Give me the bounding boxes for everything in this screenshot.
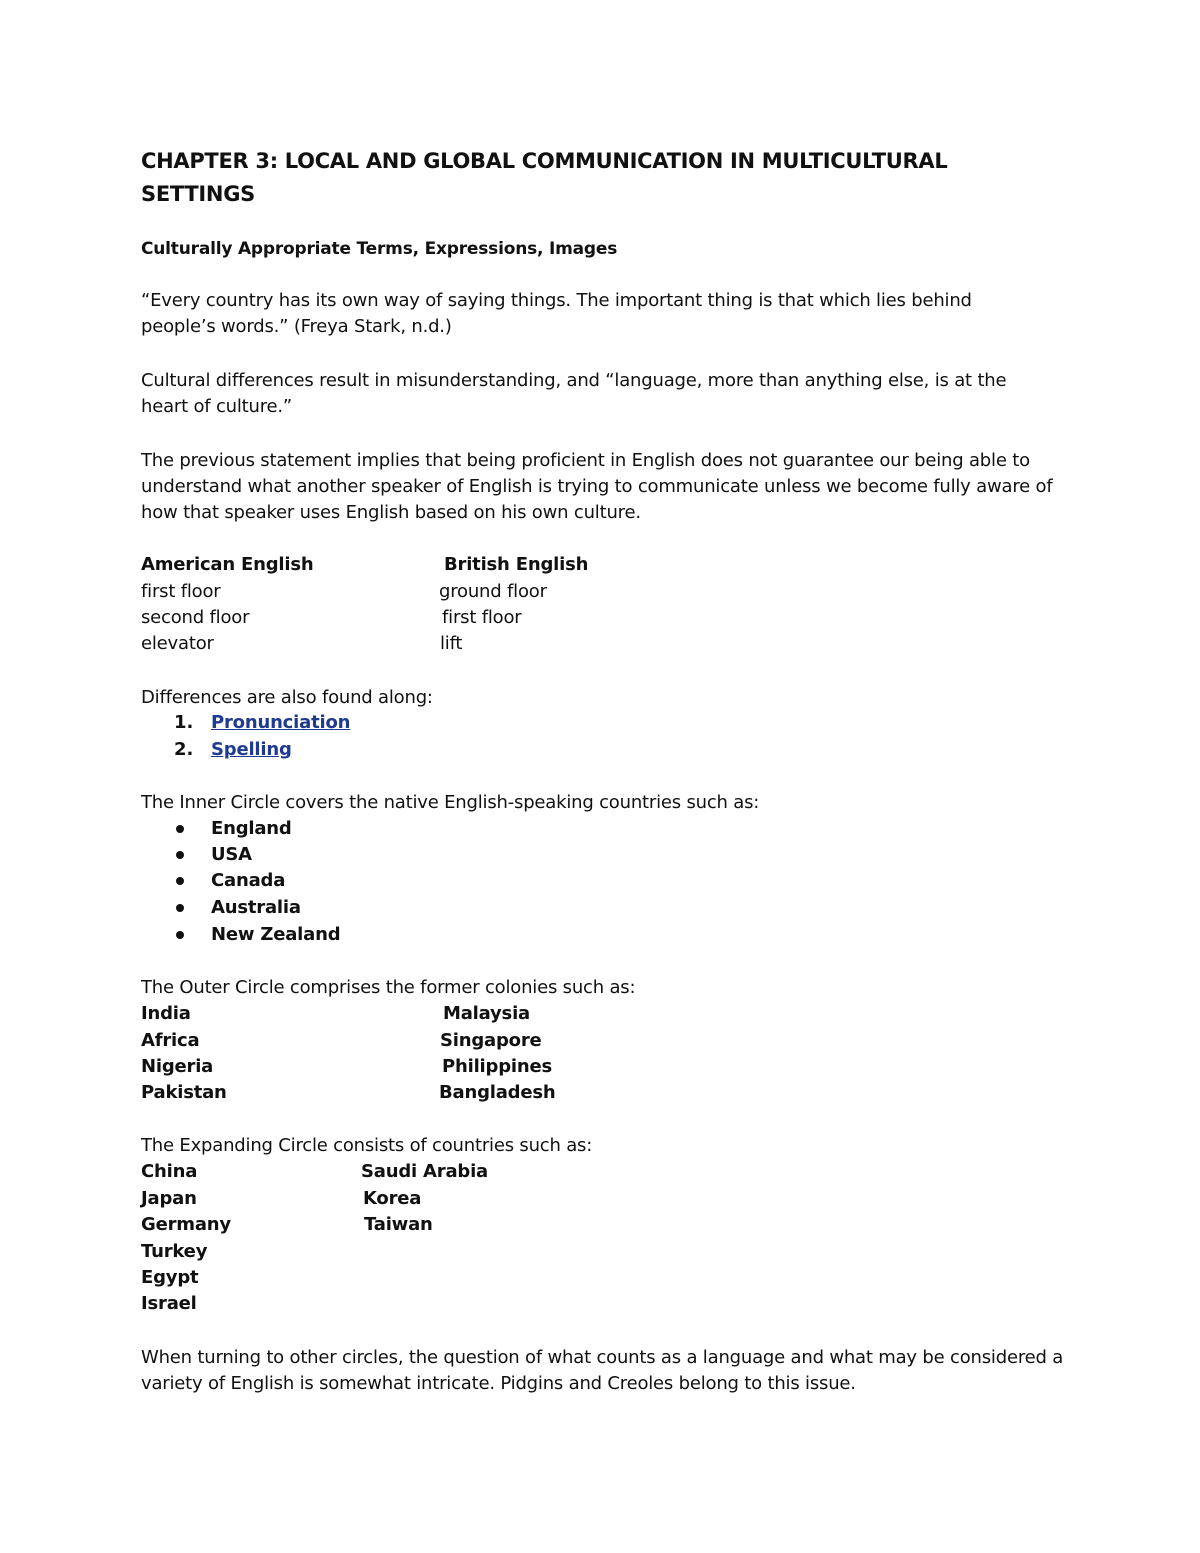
expanding-country-left-6: Israel [141, 1293, 197, 1314]
section-subtitle: Culturally Appropriate Terms, Expressions, Images [141, 239, 618, 259]
inner-country-3: Canada [211, 870, 286, 891]
bullet-icon [176, 851, 184, 859]
cultural-para-line-2: heart of culture.” [141, 396, 293, 417]
comparison-american-3: elevator [141, 633, 214, 654]
inner-country-4: Australia [211, 897, 301, 918]
comparison-american-1: first floor [141, 581, 221, 602]
comparison-british-3: lift [440, 633, 463, 654]
bullet-icon [176, 904, 184, 912]
expanding-country-right-2: Korea [363, 1188, 422, 1209]
outer-country-left-2: Africa [141, 1030, 200, 1051]
expanding-country-left-2: Japan [141, 1188, 197, 1209]
outer-circle-intro: The Outer Circle comprises the former colonies such as: [141, 977, 636, 998]
inner-country-5: New Zealand [211, 924, 341, 945]
outer-country-right-1: Malaysia [443, 1003, 530, 1024]
expanding-circle-intro: The Expanding Circle consists of countries such as: [141, 1135, 593, 1156]
previous-para-line-3: how that speaker uses English based on his own culture. [141, 502, 641, 523]
outer-country-left-4: Pakistan [141, 1082, 227, 1103]
comparison-header-british: British English [444, 554, 589, 575]
closing-para-line-1: When turning to other circles, the question of what counts as a language and what may be considered a [141, 1347, 1064, 1368]
expanding-country-left-5: Egypt [141, 1267, 199, 1288]
expanding-country-right-1: Saudi Arabia [361, 1161, 489, 1182]
pronunciation-link[interactable]: Pronunciation [211, 712, 351, 733]
previous-para-line-2: understand what another speaker of English is trying to communicate unless we become fully aware of [141, 476, 1053, 497]
cultural-para-line-1: Cultural differences result in misunderstanding, and “language, more than anything else, is at the [141, 370, 1007, 391]
comparison-header-american: American English [141, 554, 314, 575]
differences-intro: Differences are also found along: [141, 687, 433, 708]
bullet-icon [176, 877, 184, 885]
inner-country-1: England [211, 818, 292, 839]
expanding-country-right-3: Taiwan [364, 1214, 433, 1235]
expanding-country-left-3: Germany [141, 1214, 231, 1235]
outer-country-left-3: Nigeria [141, 1056, 214, 1077]
expanding-country-left-1: China [141, 1161, 198, 1182]
comparison-british-2: first floor [442, 607, 522, 628]
outer-country-right-2: Singapore [440, 1030, 542, 1051]
differences-number-1: 1. [174, 712, 194, 733]
chapter-title-line-1: CHAPTER 3: LOCAL AND GLOBAL COMMUNICATION IN MULTICULTURAL [141, 149, 948, 173]
spelling-link[interactable]: Spelling [211, 739, 292, 760]
closing-para-line-2: variety of English is somewhat intricate. Pidgins and Creoles belong to this issue. [141, 1373, 856, 1394]
inner-country-2: USA [211, 844, 252, 865]
previous-para-line-1: The previous statement implies that being proficient in English does not guarantee our being able to [141, 450, 1030, 471]
chapter-title-line-2: SETTINGS [141, 182, 255, 206]
outer-country-left-1: India [141, 1003, 191, 1024]
bullet-icon [176, 825, 184, 833]
outer-country-right-3: Philippines [442, 1056, 552, 1077]
quote-line-1: “Every country has its own way of saying things. The important thing is that which lies behind [141, 290, 972, 311]
quote-line-2: people’s words.” (Freya Stark, n.d.) [141, 316, 452, 337]
differences-number-2: 2. [174, 739, 194, 760]
comparison-british-1: ground floor [439, 581, 547, 602]
comparison-american-2: second floor [141, 607, 250, 628]
bullet-icon [176, 931, 184, 939]
inner-circle-intro: The Inner Circle covers the native English-speaking countries such as: [141, 792, 760, 813]
outer-country-right-4: Bangladesh [439, 1082, 556, 1103]
expanding-country-left-4: Turkey [141, 1241, 208, 1262]
